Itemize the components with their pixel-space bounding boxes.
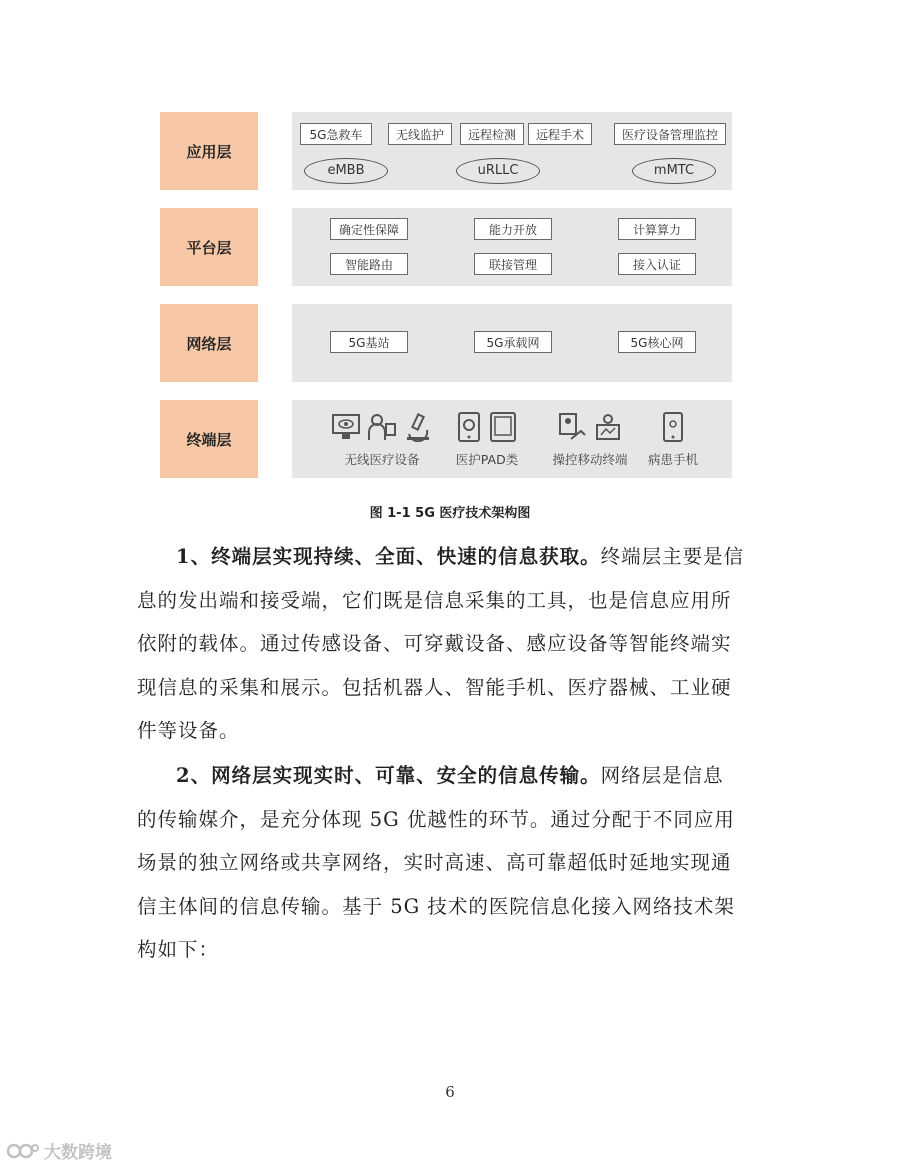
device-label-patient-phone: 病患手机 [647,452,698,467]
device-label-mobile-terminal: 操控移动终端 [552,452,628,467]
paragraph-text: 依附的载体。通过传感设备、可穿戴设备、感应设备等智能终端实 [137,632,732,655]
paragraph-line [137,928,757,972]
watermark-text: 大数跨境 [44,1143,112,1163]
tag-access-auth: 接入认证 [618,253,696,275]
tag-5g-core-network: 5G核心网 [618,331,696,353]
device-label-wireless-medical: 无线医疗设备 [344,452,420,467]
layer-label-network: 网络层 [160,304,258,382]
tag-capability-open: 能力开放 [474,218,552,240]
tag-deterministic-guarantee: 确定性保障 [330,218,408,240]
paragraph-line [137,535,757,579]
layer-label-terminal: 终端层 [160,400,258,478]
tag-ambulance: 5G急救车 [300,123,372,145]
layer-panel-terminal [292,400,732,478]
paragraph-text: 网络层是信息 [600,764,724,787]
paragraph-line [137,754,757,798]
tag-connection-management: 联接管理 [474,253,552,275]
tag-5g-base-station: 5G基站 [330,331,408,353]
paragraph-heading: 2、网络层实现实时、可靠、安全的信息传输。 [176,764,601,787]
ellipse-urllc: uRLLC [456,158,540,184]
ellipse-embb: eMBB [304,158,388,184]
paragraph-text: 信主体间的信息传输。基于 5G 技术的医院信息化接入网络技术架 [137,894,735,918]
device-label-pad: 医护PAD类 [455,452,519,467]
device-group-wireless-medical [322,410,442,468]
paragraph-line [137,579,757,623]
watermark-logo-icon [6,1141,40,1161]
paragraph-line [137,666,757,710]
layer-label-application: 应用层 [160,112,258,190]
paragraph-text: 场景的独立网络或共享网络，实时高速、高可靠超低时延地实现通 [137,851,732,874]
page-number: 6 [445,1083,455,1101]
tag-remote-surgery: 远程手术 [528,123,592,145]
paragraph-text: 构如下： [137,938,220,961]
tag-computing-power: 计算算力 [618,218,696,240]
tablet-icon [488,411,518,443]
ellipse-mmtc: mMTC [632,158,716,184]
figure-caption: 图 1-1 5G 医疗技术架构图 [369,506,531,521]
paragraph-line [137,709,757,753]
tag-smart-routing: 智能路由 [330,253,408,275]
monitor-eye-icon [331,412,361,442]
paragraph-line [137,798,757,842]
tablet-camera-icon [456,411,482,443]
operator-icon [557,411,587,443]
tag-device-management: 医疗设备管理监控 [614,123,726,145]
tag-wireless-monitoring: 无线监护 [388,123,452,145]
tag-5g-bearer-network: 5G承载网 [474,331,552,353]
paragraph-line [137,885,757,929]
watermark [6,1138,112,1163]
paragraph-text: 件等设备。 [137,719,240,742]
paragraph-heading: 1、终端层实现持续、全面、快速的信息获取。 [176,545,601,568]
layer-panel-network [292,304,732,382]
tag-remote-detection: 远程检测 [460,123,524,145]
paragraph-network-layer [137,754,757,972]
layer-panel-platform [292,208,732,286]
paragraph-text: 息的发出端和接受端，它们既是信息采集的工具，也是信息应用所 [137,588,732,612]
architecture-diagram [160,112,732,478]
microscope-icon [403,412,433,442]
device-group-patient-phone [638,410,708,468]
device-group-mobile-terminal [540,410,640,468]
paragraph-line [137,622,757,666]
doctor-icon [367,412,397,442]
patient-screen-icon [593,411,623,443]
paragraph-text: 的传输媒介，是充分体现 5G 优越性的环节。通过分配于不同应用 [137,807,735,831]
device-group-pad [442,410,532,468]
phone-icon [662,411,684,443]
paragraph-line [137,841,757,885]
paragraph-text: 终端层主要是信 [600,545,745,568]
layer-panel-application [292,112,732,190]
layer-label-platform: 平台层 [160,208,258,286]
paragraph-terminal-layer [137,535,757,753]
paragraph-text: 现信息的采集和展示。包括机器人、智能手机、医疗器械、工业硬 [137,675,732,699]
